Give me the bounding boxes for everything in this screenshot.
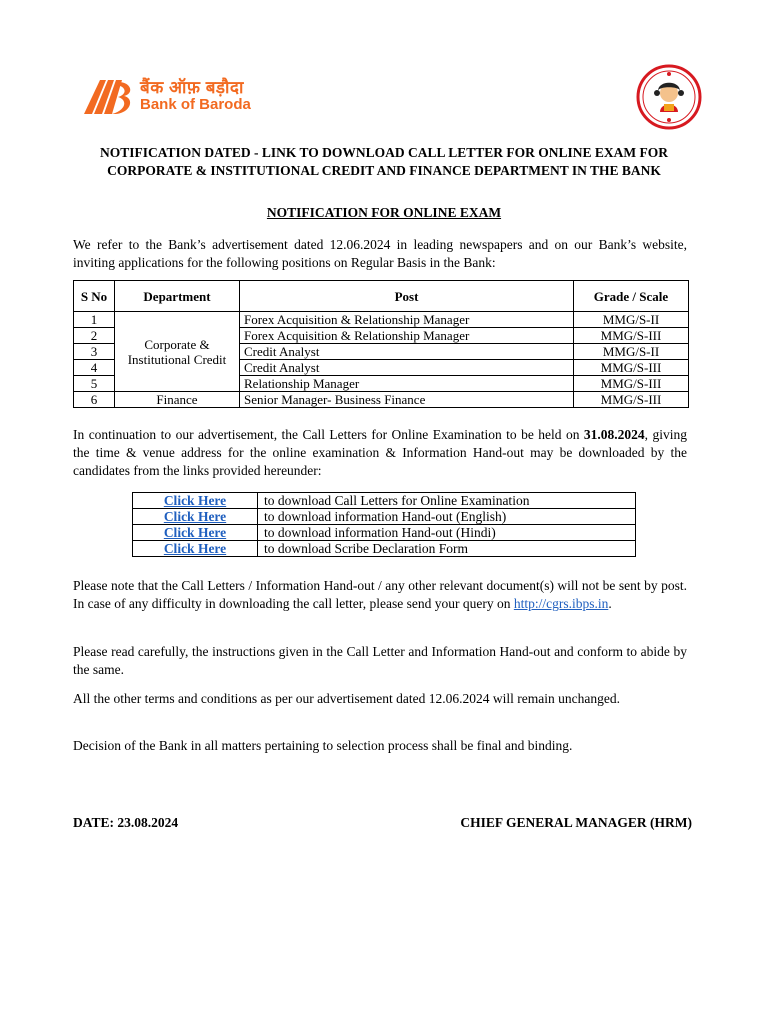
cell-sno: 1 — [74, 312, 115, 328]
call-letter-link[interactable]: Click Here — [163, 493, 227, 508]
cell-post: Credit Analyst — [240, 344, 574, 360]
terms-paragraph: All the other terms and conditions as per our advertisement dated 12.06.2024 will remain unchanged. — [73, 691, 620, 706]
link-description: to download information Hand-out (Hindi) — [258, 525, 636, 541]
cell-grade: MMG/S-II — [574, 312, 689, 328]
cell-grade: MMG/S-III — [574, 360, 689, 376]
cell-sno: 6 — [74, 392, 115, 408]
note-paragraph — [73, 577, 687, 613]
cell-department: Finance — [115, 392, 240, 408]
girl-child-emblem-icon — [636, 64, 702, 130]
cell-post: Forex Acquisition & Relationship Manager — [240, 312, 574, 328]
notification-subheading: NOTIFICATION FOR ONLINE EXAM — [266, 205, 502, 220]
cell-sno: 3 — [74, 344, 115, 360]
positions-table — [73, 280, 689, 408]
cell-sno: 5 — [74, 376, 115, 392]
cell-sno: 2 — [74, 328, 115, 344]
cgrs-url-link[interactable]: http://cgrs.ibps.in — [513, 596, 609, 611]
continuation-text-2: , giving the time & venue address for the online examination & Information Hand-out may be downloaded by the candidates from the links provided hereunder: — [73, 427, 687, 478]
bank-of-baroda-sun-icon — [82, 76, 134, 116]
cell-grade: MMG/S-III — [574, 392, 689, 408]
download-links-table — [132, 492, 636, 557]
instructions-paragraph: Please read carefully, the instructions given in the Call Letter and Information Hand-out and conform to abide by the same. — [73, 644, 687, 677]
logo-hindi-name: बैंक ऑफ़ बड़ौदा — [140, 78, 244, 98]
link-description: to download Call Letters for Online Examination — [258, 493, 636, 509]
scribe-form-link[interactable]: Click Here — [163, 541, 227, 556]
header-department: Department — [115, 281, 240, 312]
cell-grade: MMG/S-III — [574, 328, 689, 344]
table-row — [133, 493, 636, 509]
cell-post: Forex Acquisition & Relationship Manager — [240, 328, 574, 344]
logo-english-name: Bank of Baroda — [140, 96, 251, 114]
continuation-text-1: In continuation to our advertisement, the Call Letters for Online Examination to be held on — [73, 427, 584, 442]
note-text-2: . — [608, 596, 612, 611]
handout-hindi-link[interactable]: Click Here — [163, 525, 227, 540]
header-post: Post — [240, 281, 574, 312]
header-sno: S No — [74, 281, 115, 312]
cell-department: Corporate & Institutional Credit — [115, 312, 240, 392]
note-text-1: Please note that the Call Letters / Information Hand-out / any other relevant document(s) will not be sent by post. In case of any difficulty in downloading the call letter, please send your query on — [73, 578, 687, 611]
notification-heading: NOTIFICATION DATED - LINK TO DOWNLOAD CALL LETTER FOR ONLINE EXAM FOR CORPORATE & INSTITUTIONAL CREDIT AND FINANCE DEPARTMENT IN THE BANK — [100, 145, 668, 178]
notice-date: DATE: 23.08.2024 — [73, 815, 179, 830]
intro-paragraph: We refer to the Bank’s advertisement dated 12.06.2024 in leading newspapers and on our Bank’s website, inviting applications for the following positions on Regular Basis in the Bank: — [73, 237, 687, 270]
link-description: to download Scribe Declaration Form — [258, 541, 636, 557]
table-row — [74, 392, 689, 408]
table-row — [133, 509, 636, 525]
bank-logo — [82, 76, 251, 116]
table-row — [74, 312, 689, 328]
cell-grade: MMG/S-II — [574, 344, 689, 360]
link-description: to download information Hand-out (English) — [258, 509, 636, 525]
signatory: CHIEF GENERAL MANAGER (HRM) — [460, 815, 692, 830]
table-header-row — [74, 281, 689, 312]
cell-post: Senior Manager- Business Finance — [240, 392, 574, 408]
table-row — [133, 541, 636, 557]
cell-post: Credit Analyst — [240, 360, 574, 376]
header-grade: Grade / Scale — [574, 281, 689, 312]
cell-sno: 4 — [74, 360, 115, 376]
table-row — [133, 525, 636, 541]
exam-date: 31.08.2024 — [583, 427, 645, 442]
cell-grade: MMG/S-III — [574, 376, 689, 392]
decision-paragraph: Decision of the Bank in all matters pertaining to selection process shall be final and binding. — [73, 738, 573, 753]
handout-english-link[interactable]: Click Here — [163, 509, 227, 524]
cell-post: Relationship Manager — [240, 376, 574, 392]
continuation-paragraph — [73, 426, 687, 480]
